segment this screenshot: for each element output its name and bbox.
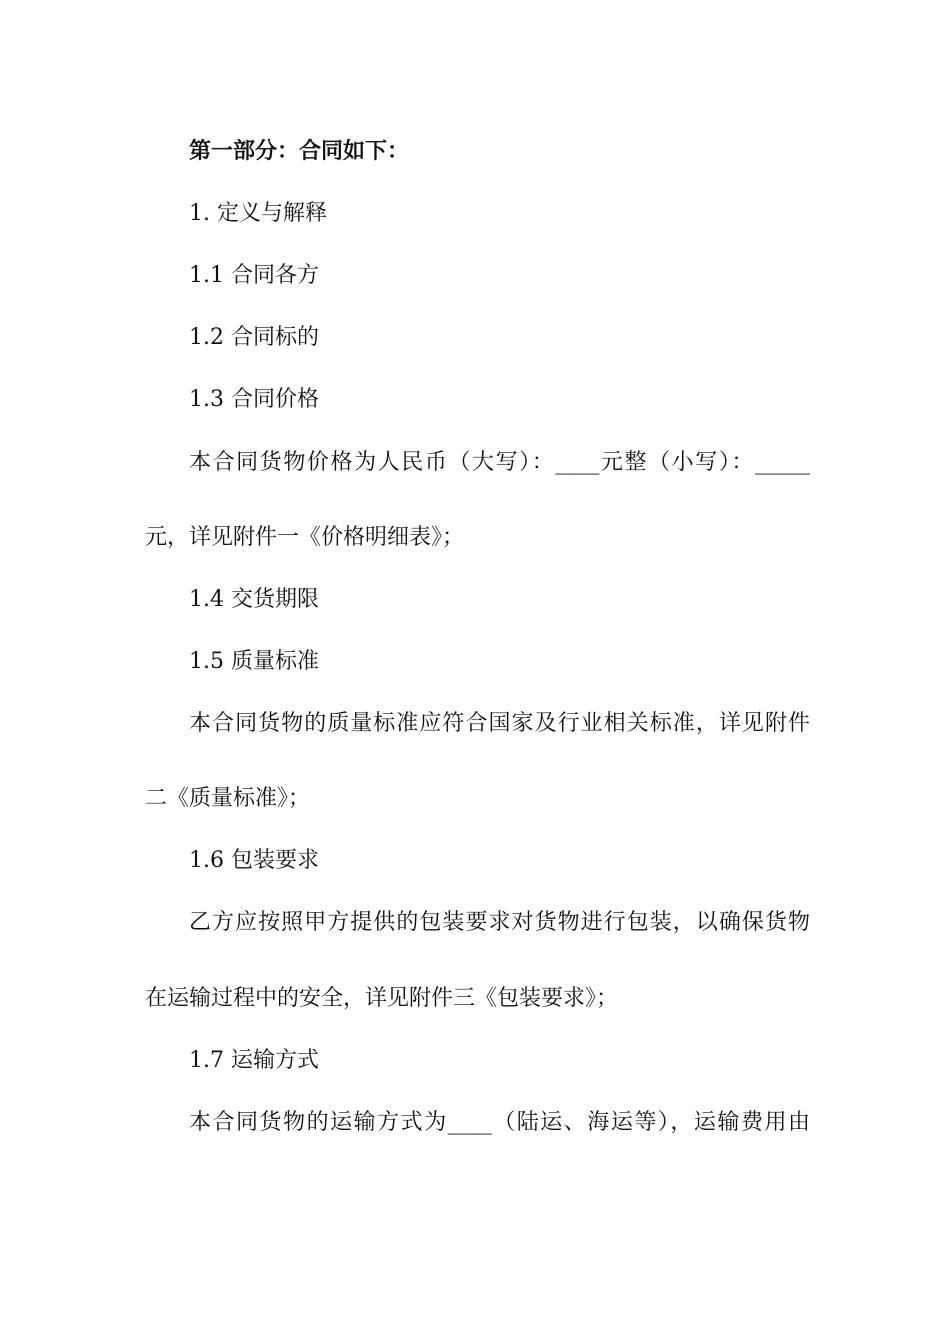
clause-1-3-title: 1.3 合同价格 [189, 387, 319, 412]
paragraph-line: 本合同货物价格为人民币（大写）：____元整（小写）：_____ [189, 450, 810, 475]
paragraph-line: 乙方应按照甲方提供的包装要求对货物进行包装，以确保货物 [189, 910, 810, 935]
paragraph-line: 元，详见附件一《价格明细表》； [145, 525, 465, 550]
clause-1-7-title: 1.7 运输方式 [189, 1048, 319, 1073]
clause-1-1-title: 1.1 合同各方 [189, 263, 319, 288]
paragraph-line: 二《质量标准》； [145, 786, 311, 811]
paragraph-line: 在运输过程中的安全，详见附件三《包装要求》； [145, 986, 619, 1011]
paragraph-line: 本合同货物的质量标准应符合国家及行业相关标准，详见附件 [189, 711, 810, 736]
clause-1-5-title: 1.5 质量标准 [189, 649, 319, 674]
clause-1-6-title: 1.6 包装要求 [189, 848, 319, 873]
clause-1-title: 1. 定义与解释 [189, 201, 327, 226]
clause-1-2-title: 1.2 合同标的 [189, 325, 319, 350]
paragraph-line: 本合同货物的运输方式为____（陆运、海运等），运输费用由 [189, 1110, 810, 1135]
section-heading: 第一部分：合同如下： [189, 139, 410, 164]
clause-1-4-title: 1.4 交货期限 [189, 587, 319, 612]
